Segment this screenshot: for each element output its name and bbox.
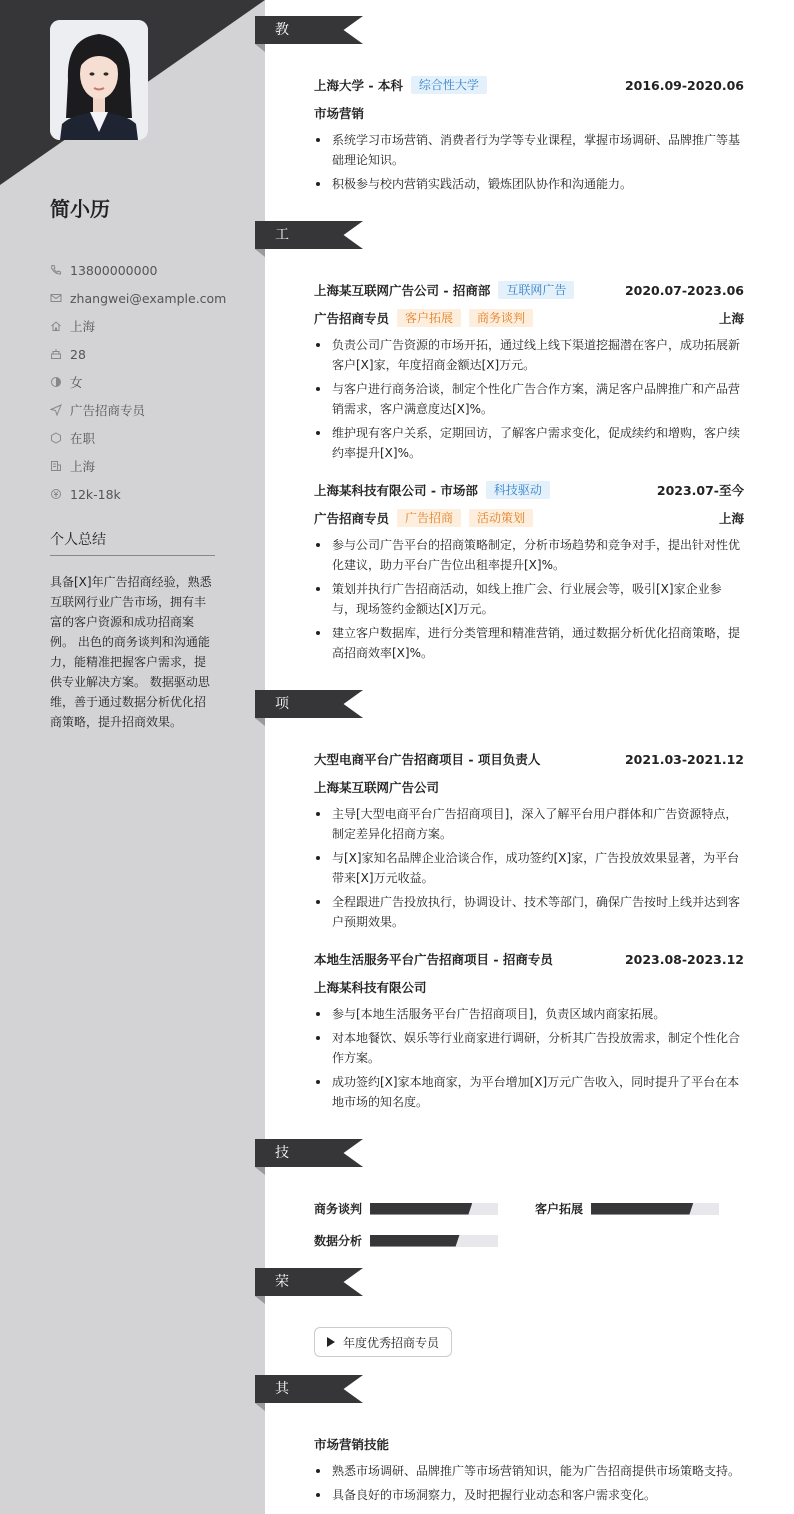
other-title: 市场营销技能 xyxy=(314,1437,390,1452)
work-date: 2020.07-2023.06 xyxy=(624,282,744,298)
send-icon xyxy=(50,404,62,416)
phone-icon xyxy=(50,264,62,276)
project-org-row xyxy=(314,978,744,996)
other-title-row xyxy=(314,1435,744,1453)
list-item: 与客户进行商务洽谈，制定个性化广告合作方案，满足客户品牌推广和产品营销需求，客户满意度达[X]%。 xyxy=(314,379,744,419)
skill-name: 商务谈判 xyxy=(314,1202,363,1216)
info-status-text: 在职 xyxy=(70,431,96,446)
list-item: 与[X]家知名品牌企业洽谈合作，成功签约[X]家，广告投放效果显著，为平台带来[X]万元收益。 xyxy=(314,848,744,888)
work-company-tag: 互联网广告 xyxy=(498,281,574,299)
work-company: 上海某互联网广告公司 - 招商部 xyxy=(314,283,491,298)
role-tag: 广告招商 xyxy=(397,509,461,527)
school-name: 上海大学 - 本科 xyxy=(314,78,403,93)
list-item: 具备良好的市场洞察力，及时把握行业动态和客户需求变化。 xyxy=(314,1485,744,1505)
work-role-row xyxy=(314,309,744,327)
skill-bar-fill xyxy=(370,1235,460,1247)
info-age xyxy=(50,340,250,368)
salary-icon xyxy=(50,488,62,500)
project-date: 2023.08-2023.12 xyxy=(624,951,744,967)
info-position xyxy=(50,396,250,424)
section-flag xyxy=(255,16,363,44)
summary-title: 个人总结 xyxy=(50,532,106,548)
age-icon xyxy=(50,348,62,360)
status-icon xyxy=(50,432,62,444)
list-item: 维护现有客户关系，定期回访，了解客户需求变化，促成续约和增购，客户续约率提升[X]%。 xyxy=(314,423,744,463)
section-title: 工作经历 xyxy=(275,227,289,327)
list-item: 负责公司广告资源的市场开拓，通过线上线下渠道挖掘潜在客户，成功拓展新客户[X]家，年度招商金额达[X]万元。 xyxy=(314,335,744,375)
contact-info-list xyxy=(50,256,250,508)
work-company-tag: 科技驱动 xyxy=(486,481,550,499)
info-age-text: 28 xyxy=(70,346,86,362)
education-header xyxy=(314,76,744,94)
project-org: 上海某科技有限公司 xyxy=(314,980,427,995)
project-header xyxy=(314,950,744,968)
section-title: 教育经历 xyxy=(275,22,289,122)
skill-bar xyxy=(370,1235,498,1247)
gender-icon xyxy=(50,376,62,388)
skill-bar xyxy=(591,1203,719,1215)
info-email-text: zhangwei@example.com xyxy=(70,290,227,306)
work-role: 广告招商专员 xyxy=(314,311,390,326)
info-gender xyxy=(50,368,250,396)
skill-bar xyxy=(370,1203,498,1215)
skill-item xyxy=(535,1200,719,1217)
role-tag: 活动策划 xyxy=(469,509,533,527)
info-salary xyxy=(50,480,250,508)
skill-bar-fill xyxy=(370,1203,472,1215)
work-city: 上海 xyxy=(718,311,744,326)
list-item: 全程跟进广告投放执行，协调设计、技术等部门，确保广告按时上线并达到客户预期效果。 xyxy=(314,892,744,932)
role-tag: 商务谈判 xyxy=(469,309,533,327)
project-org: 上海某互联网广告公司 xyxy=(314,780,440,795)
work-bullets xyxy=(314,335,744,467)
work-bullets xyxy=(314,535,744,667)
info-phone-text: 13800000000 xyxy=(70,262,158,278)
list-item: 建立客户数据库，进行分类管理和精准营销，通过数据分析优化招商策略，提高招商效率[X]%。 xyxy=(314,623,744,663)
work-header xyxy=(314,281,744,299)
avatar xyxy=(50,20,148,140)
project-org-row xyxy=(314,778,744,796)
project-title: 大型电商平台广告招商项目 - 项目负责人 xyxy=(314,752,541,767)
summary-divider xyxy=(50,555,215,556)
education-major: 市场营销 xyxy=(314,106,365,121)
project-date: 2021.03-2021.12 xyxy=(624,751,744,767)
award-name: 年度优秀招商专员 xyxy=(343,1335,440,1350)
info-city xyxy=(50,452,250,480)
building-icon xyxy=(50,460,62,472)
list-item: 主导[大型电商平台广告招商项目]，深入了解平台用户群体和广告资源特点，制定差异化招商方案。 xyxy=(314,804,744,844)
other-bullets xyxy=(314,1461,744,1509)
info-phone xyxy=(50,256,250,284)
skill-item xyxy=(314,1200,498,1217)
education-major-row xyxy=(314,104,744,122)
section-title: 其他信息 xyxy=(275,1381,289,1481)
section-title: 荣誉奖项 xyxy=(275,1274,289,1374)
project-bullets xyxy=(314,1004,744,1116)
school-tag: 综合性大学 xyxy=(411,76,487,94)
work-role-row xyxy=(314,509,744,527)
skill-name: 数据分析 xyxy=(314,1234,363,1248)
work-header xyxy=(314,481,744,499)
list-item: 策划并执行广告招商活动，如线上推广会、行业展会等，吸引[X]家企业参与，现场签约金额达[X]万元。 xyxy=(314,579,744,619)
list-item: 参与公司广告平台的招商策略制定，分析市场趋势和竞争对手，提出针对性优化建议，助力平台广告位出租率提升[X]%。 xyxy=(314,535,744,575)
award-item xyxy=(314,1327,452,1357)
list-item: 参与[本地生活服务平台广告招商项目]，负责区域内商家拓展。 xyxy=(314,1004,744,1024)
info-gender-text: 女 xyxy=(70,375,83,390)
section-flag xyxy=(255,690,363,718)
home-icon xyxy=(50,320,62,332)
info-status xyxy=(50,424,250,452)
info-location-text: 上海 xyxy=(70,319,96,334)
info-salary-text: 12k-18k xyxy=(70,486,121,502)
list-item: 熟悉市场调研、品牌推广等市场营销知识，能为广告招商提供市场策略支持。 xyxy=(314,1461,744,1481)
section-flag xyxy=(255,1139,363,1167)
work-role: 广告招商专员 xyxy=(314,511,390,526)
list-item: 系统学习市场营销、消费者行为学等专业课程，掌握市场调研、品牌推广等基础理论知识。 xyxy=(314,130,744,170)
work-date: 2023.07-至今 xyxy=(656,483,744,498)
play-triangle-icon xyxy=(327,1337,335,1347)
skill-name: 客户拓展 xyxy=(535,1202,584,1216)
section-flag xyxy=(255,221,363,249)
education-bullets xyxy=(314,130,744,198)
avatar-portrait-icon xyxy=(50,20,148,140)
list-item: 对本地餐饮、娱乐等行业商家进行调研，分析其广告投放需求，制定个性化合作方案。 xyxy=(314,1028,744,1068)
list-item: 积极参与校内营销实践活动，锻炼团队协作和沟通能力。 xyxy=(314,174,744,194)
project-bullets xyxy=(314,804,744,936)
project-title: 本地生活服务平台广告招商项目 - 招商专员 xyxy=(314,952,553,967)
education-date: 2016.09-2020.06 xyxy=(624,77,744,93)
info-city-text: 上海 xyxy=(70,459,96,474)
work-city: 上海 xyxy=(718,511,744,526)
section-title: 技能专长 xyxy=(275,1145,289,1245)
summary-text: 具备[X]年广告招商经验，熟悉互联网行业广告市场，拥有丰富的客户资源和成功招商案例。 出色的商务谈判和沟通能力，能精准把握客户需求，提供专业解决方案。 数据驱动思维，善于通过数据分析优化招商策略，提升招商效果。 xyxy=(50,575,212,729)
role-tag: 客户拓展 xyxy=(397,309,461,327)
project-header xyxy=(314,750,744,768)
section-flag xyxy=(255,1268,363,1296)
info-location xyxy=(50,312,250,340)
list-item: 成功签约[X]家本地商家，为平台增加[X]万元广告收入，同时提升了平台在本地市场的知名度。 xyxy=(314,1072,744,1112)
section-title: 项目经历 xyxy=(275,696,289,796)
skill-bar-fill xyxy=(591,1203,693,1215)
sidebar xyxy=(0,0,265,1514)
section-flag xyxy=(255,1375,363,1403)
skill-item xyxy=(314,1232,498,1249)
info-position-text: 广告招商专员 xyxy=(70,403,146,418)
mail-icon xyxy=(50,292,62,304)
info-email xyxy=(50,284,250,312)
work-company: 上海某科技有限公司 - 市场部 xyxy=(314,483,478,498)
profile-name: 简小历 xyxy=(50,197,110,221)
